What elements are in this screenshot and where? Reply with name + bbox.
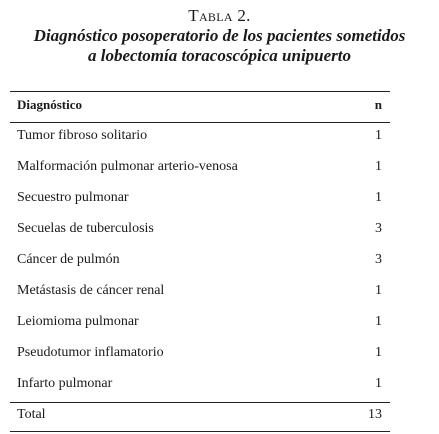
table-title-line-2: a lobectomía toracoscópica unipuerto [87,46,352,65]
row-count: 1 [375,376,382,391]
row-diagnosis: Malformación pulmonar arterio-venosa [17,159,238,174]
row-count: 1 [375,190,382,205]
row-count: 1 [375,128,382,143]
header-diagnosis: Diagnóstico [17,97,82,112]
row-count: 1 [375,314,382,329]
row-diagnosis: Leiomioma pulmonar [17,314,139,329]
row-diagnosis: Secuestro pulmonar [17,190,129,205]
table-title-line-1: Diagnóstico posoperatorio de los pacientes sometidos [33,26,406,45]
table-top-rule [10,91,390,92]
row-count: 1 [375,345,382,360]
table-caption [0,6,439,66]
total-count: 13 [368,407,382,422]
table-header-rule [10,122,390,123]
row-diagnosis: Pseudotumor inflamatorio [17,345,164,360]
row-count: 1 [375,159,382,174]
table-row [17,220,382,238]
row-count: 3 [375,252,382,267]
table-row [17,251,382,269]
row-diagnosis: Metástasis de cáncer renal [17,283,165,298]
table-row [17,158,382,176]
row-diagnosis: Infarto pulmonar [17,376,113,391]
table-row [17,344,382,362]
table-number: Tabla 2. [188,6,251,25]
row-count: 1 [375,283,382,298]
row-diagnosis: Cáncer de pulmón [17,252,120,267]
table-row [17,127,382,145]
table-row [17,375,382,393]
row-count: 3 [375,221,382,236]
header-count: n [374,97,382,112]
table-row [17,189,382,207]
row-diagnosis: Secuelas de tuberculosis [17,221,154,236]
row-diagnosis: Tumor fibroso solitario [17,128,148,143]
table-row [17,313,382,331]
total-row [17,406,382,424]
total-label: Total [17,407,46,422]
table-row [17,282,382,300]
table-total-rule [10,402,390,403]
table-bottom-rule [10,431,390,432]
